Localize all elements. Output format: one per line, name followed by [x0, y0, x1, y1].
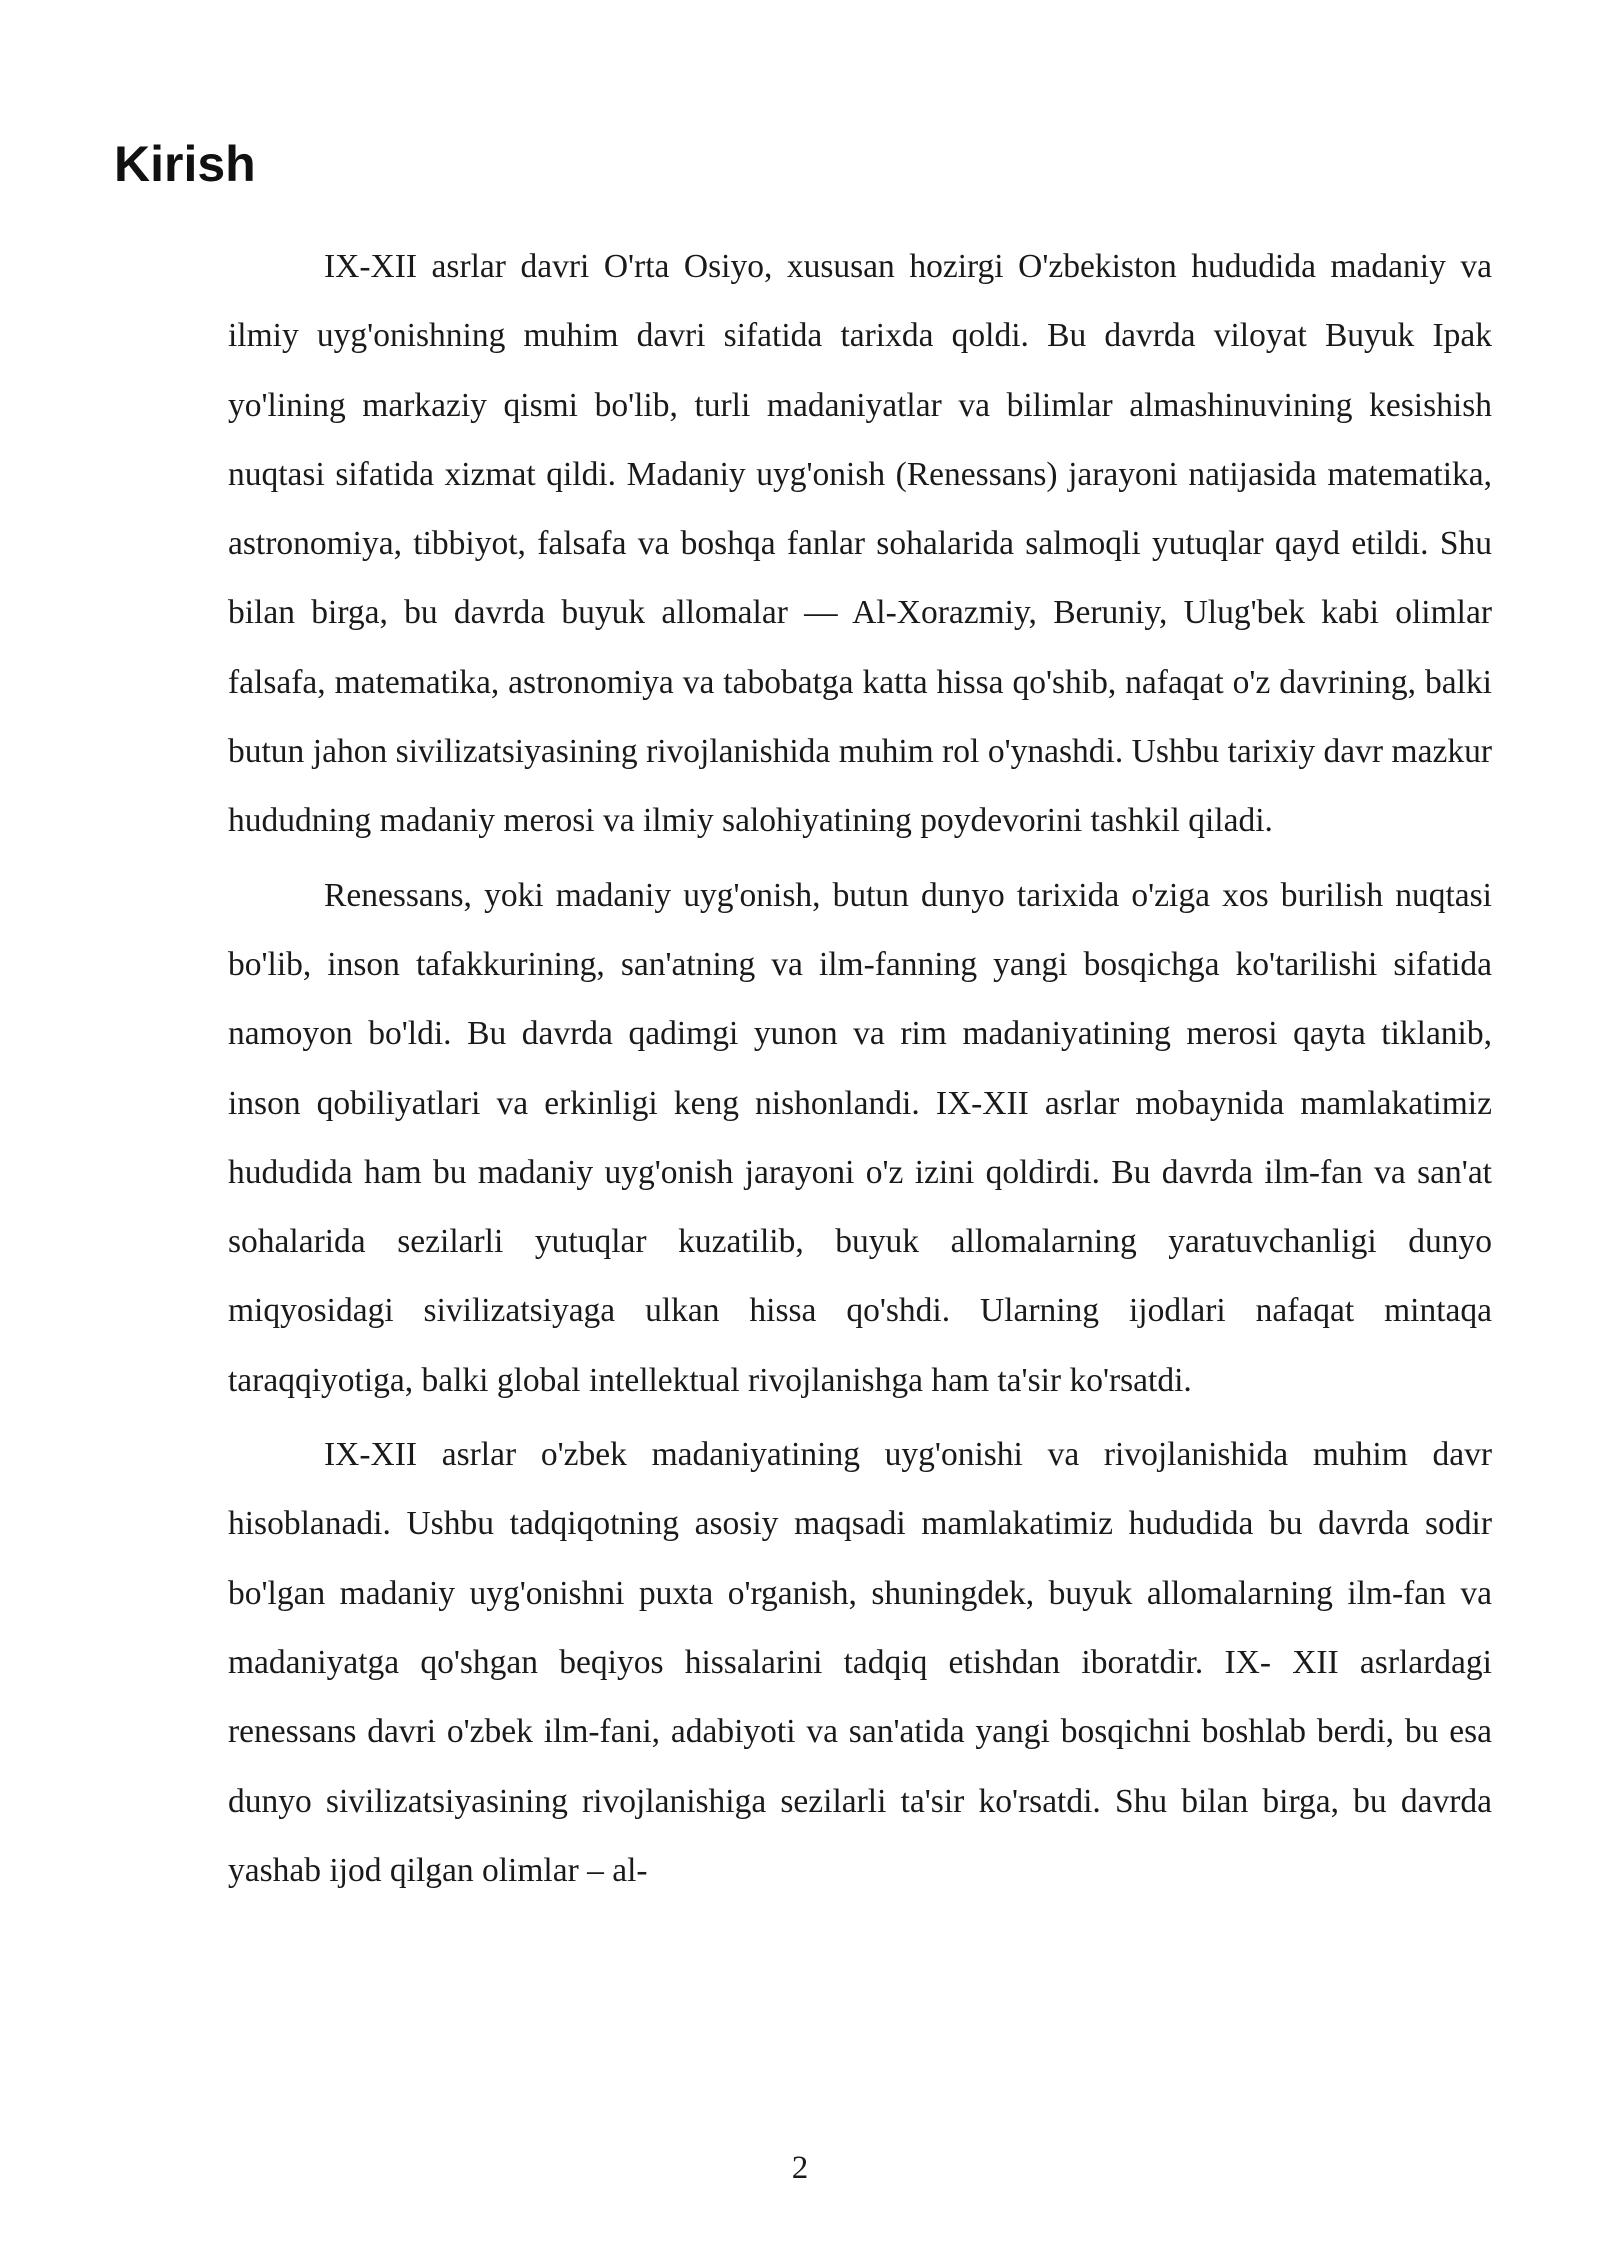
paragraph: IX-XII asrlar davri O'rta Osiyo, xususan hozirgi O'zbekiston hududida madaniy va ilmiy uyg'onishning muhim davri sifatida tarixda qoldi. Bu davrda viloyat Buyuk Ipak yo'lining markaziy qismi bo'lib, turli madaniyatlar va bilimlar almashinuvining kesishish nuqtasi sifatida xizmat qildi. Madaniy uyg'onish (Renessans) jarayoni natijasida matematika, astronomiya, tibbiyot, falsafa va boshqa fanlar sohalarida salmoqli yutuqlar qayd etildi. Shu bilan birga, bu davrda buyuk allomalar — Al-Xorazmiy, Beruniy, Ulug'bek kabi olimlar falsafa, matematika, astronomiya va tabobatga katta hissa qo'shib, nafaqat o'z davrining, balki butun jahon sivilizatsiyasining rivojlanishida muhim rol o'ynashdi. Ushbu tarixiy davr mazkur hududning madaniy merosi va ilmiy salohiyatining poydevorini tashkil qiladi.: [228, 248, 1492, 840]
body-text: [228, 232, 1492, 1910]
section-heading: Kirish: [114, 136, 256, 192]
paragraph: Renessans, yoki madaniy uyg'onish, butun dunyo tarixida o'ziga xos burilish nuqtasi bo'lib, inson tafakkurining, san'atning va ilm-fanning yangi bosqichga ko'tarilishi sifatida namoyon bo'ldi. Bu davrda qadimgi yunon va rim madaniyatining merosi qayta tiklanib, inson qobiliyatlari va erkinligi keng nishonlandi. IX-XII asrlar mobaynida mamlakatimiz hududida ham bu madaniy uyg'onish jarayoni o'z izini qoldirdi. Bu davrda ilm-fan va san'at sohalarida sezilarli yutuqlar kuzatilib, buyuk allomalarning yaratuvchanligi dunyo miqyosidagi sivilizatsiyaga ulkan hissa qo'shdi. Ularning ijodlari nafaqat mintaqa taraqqiyotiga, balki global intellektual rivojlanishga ham ta'sir ko'rsatdi.: [228, 876, 1492, 1399]
page-number: 2: [791, 2150, 809, 2186]
paragraph: IX-XII asrlar o'zbek madaniyatining uyg'onishi va rivojlanishida muhim davr hisoblanadi. Ushbu tadqiqotning asosiy maqsadi mamlakatimiz hududida bu davrda sodir bo'lgan madaniy uyg'onishni puxta o'rganish, shuningdek, buyuk allomalarning ilm-fan va madaniyatga qo'shgan beqiyos hissalarini tadqiq etishdan iboratdir. IX- XII asrlardagi renessans davri o'zbek ilm-fani, adabiyoti va san'atida yangi bosqichni boshlab berdi, bu esa dunyo sivilizatsiyasining rivojlanishiga sezilarli ta'sir ko'rsatdi. Shu bilan birga, bu davrda yashab ijod qilgan olimlar – al-: [228, 1436, 1492, 1889]
